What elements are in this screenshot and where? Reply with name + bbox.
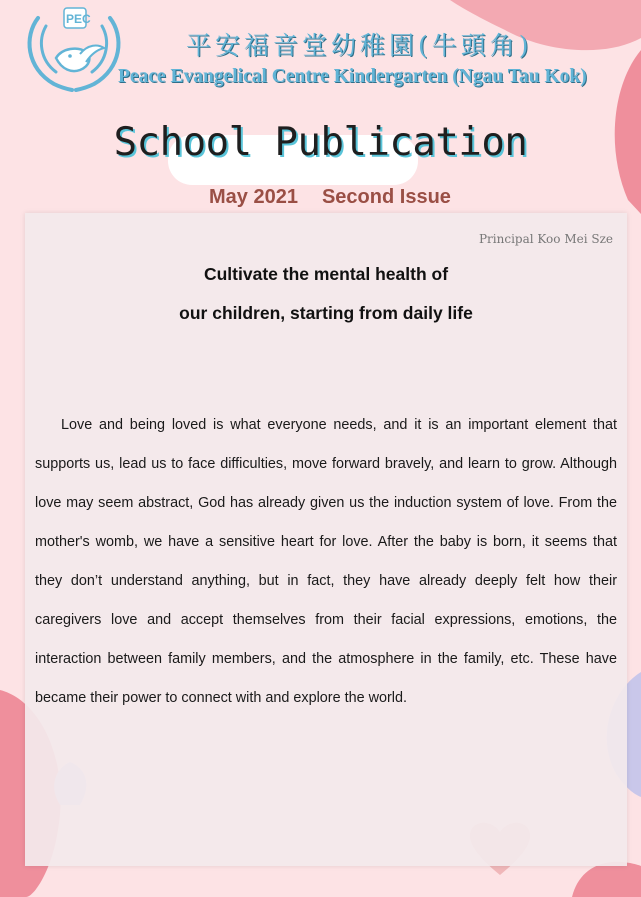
issue-date: May 2021	[209, 186, 298, 208]
issue-name: Second Issue	[321, 186, 451, 208]
article-title	[25, 255, 627, 333]
svg-text:PEC: PEC	[66, 12, 91, 26]
dove-hands-logo-icon	[20, 4, 128, 96]
school-name-chinese: 平安福音堂幼稚園(牛頭角)	[186, 31, 533, 60]
article-body: Love and being loved is what everyone needs, and it is an important element that supports us, lead us to face difficulties, move forward bravely, and learn to grow. Although love may seem abstract, God has already given us the induction system of love. From the mother's womb, we have a sensitive heart for love. After the baby is born, it seems that they don’t understand anything, but in fact, they have already deeply felt how their caregivers love and accept themselves from their facial expressions, emotions, the interaction between family members, and the atmosphere in the family, etc. These have became their power to connect with and explore the world.	[35, 417, 617, 706]
school-name-english: Peace Evangelical Centre Kindergarten (Ngau Tau Kok)	[118, 66, 587, 87]
publication-title: School Publication	[113, 120, 528, 165]
bottom-right-pink-shape	[572, 862, 641, 897]
article-title-line-1: Cultivate the mental health of	[203, 264, 449, 284]
article-panel	[25, 213, 627, 866]
issue-line	[209, 186, 451, 209]
article-title-line-2: our children, starting from daily life	[179, 303, 473, 323]
article-author: Principal Koo Mei Sze	[478, 232, 613, 246]
